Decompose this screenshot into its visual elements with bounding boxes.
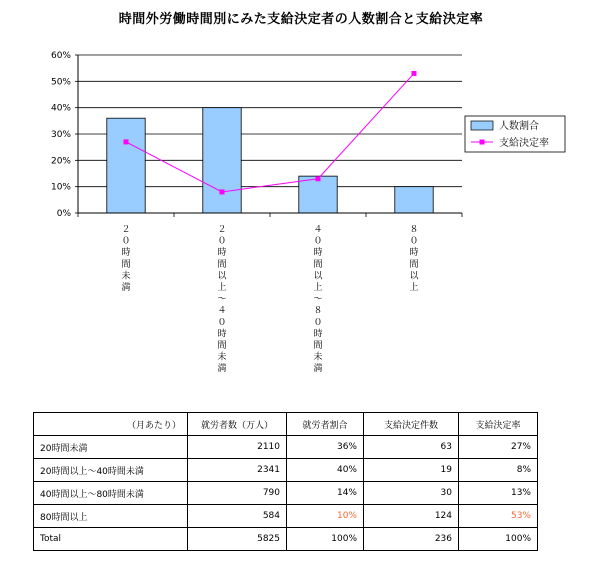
table-cell-highlight: 10% [287, 505, 364, 528]
table-cell: 13% [459, 482, 538, 505]
y-tick-label: 50% [50, 77, 71, 88]
table-cell: 19 [364, 459, 459, 482]
table-cell: 236 [364, 528, 459, 551]
bar [299, 176, 337, 213]
x-category-label: ２０時間未満 [121, 225, 131, 293]
table-header-cell: 就労者数（万人） [188, 413, 287, 436]
line-series [124, 71, 417, 195]
line-path [126, 73, 414, 192]
bar [395, 187, 433, 213]
y-tick-label: 20% [50, 156, 71, 167]
line-point [412, 71, 417, 76]
table-header-cell: 支給決定件数 [364, 413, 459, 436]
y-tick-label: 10% [50, 182, 71, 193]
legend [465, 116, 565, 152]
table-cell: Total [34, 528, 188, 551]
table-header-cell: 支給決定率 [459, 413, 538, 436]
table-cell: 8% [459, 459, 538, 482]
line-point [124, 139, 129, 144]
y-tick-label: 60% [50, 51, 71, 61]
y-axis-ticks [51, 51, 78, 219]
table-header-cell: 就労者割合 [287, 413, 364, 436]
table-cell: 100% [459, 528, 538, 551]
table-cell: 20時間以上～40時間未満 [34, 459, 188, 482]
y-tick-label: 30% [50, 130, 71, 140]
x-axis-categories [121, 225, 419, 374]
bar [203, 108, 241, 213]
table-cell: 2341 [188, 459, 287, 482]
bar [107, 118, 145, 213]
x-category-label: ４０時間以上～８０時間未満 [313, 225, 323, 375]
table-cell: 124 [364, 505, 459, 528]
legend-line-label: 支給決定率 [499, 138, 549, 149]
y-tick-label: 0% [56, 209, 71, 219]
table-cell: 80時間以上 [34, 505, 188, 528]
x-category-label: ８０時間以上 [409, 225, 419, 293]
line-point [316, 176, 321, 181]
table-cell: 40時間以上～80時間未満 [34, 482, 188, 505]
table-cell: 36% [287, 436, 364, 459]
table-header-cell: （月あたり） [34, 413, 188, 436]
table-cell: 14% [287, 482, 364, 505]
table-cell-highlight: 53% [459, 505, 538, 528]
table-cell: 20時間未満 [34, 436, 188, 459]
table-cell: 100% [287, 528, 364, 551]
table-cell: 2110 [188, 436, 287, 459]
table-cell: 5825 [188, 528, 287, 551]
table-cell: 40% [287, 459, 364, 482]
table-cell: 30 [364, 482, 459, 505]
legend-line-marker [480, 140, 485, 145]
x-category-label: ２０時間以上～４０時間未満 [217, 225, 227, 375]
table-cell: 63 [364, 436, 459, 459]
legend-bar-label: 人数割合 [499, 121, 539, 132]
table-cell: 790 [188, 482, 287, 505]
chart-title: 時間外労働時間別にみた支給決定者の人数割合と支給決定率 [118, 12, 484, 27]
table-cell: 27% [459, 436, 538, 459]
table-row [34, 459, 538, 482]
table-row [34, 482, 538, 505]
table-row [34, 436, 538, 459]
table-row [34, 528, 538, 551]
table-header-row [34, 413, 538, 436]
line-point [220, 189, 225, 194]
table-cell: 584 [188, 505, 287, 528]
legend-bar-swatch [471, 121, 493, 130]
data-table [33, 412, 538, 551]
table-row [34, 505, 538, 528]
y-tick-label: 40% [50, 103, 71, 114]
